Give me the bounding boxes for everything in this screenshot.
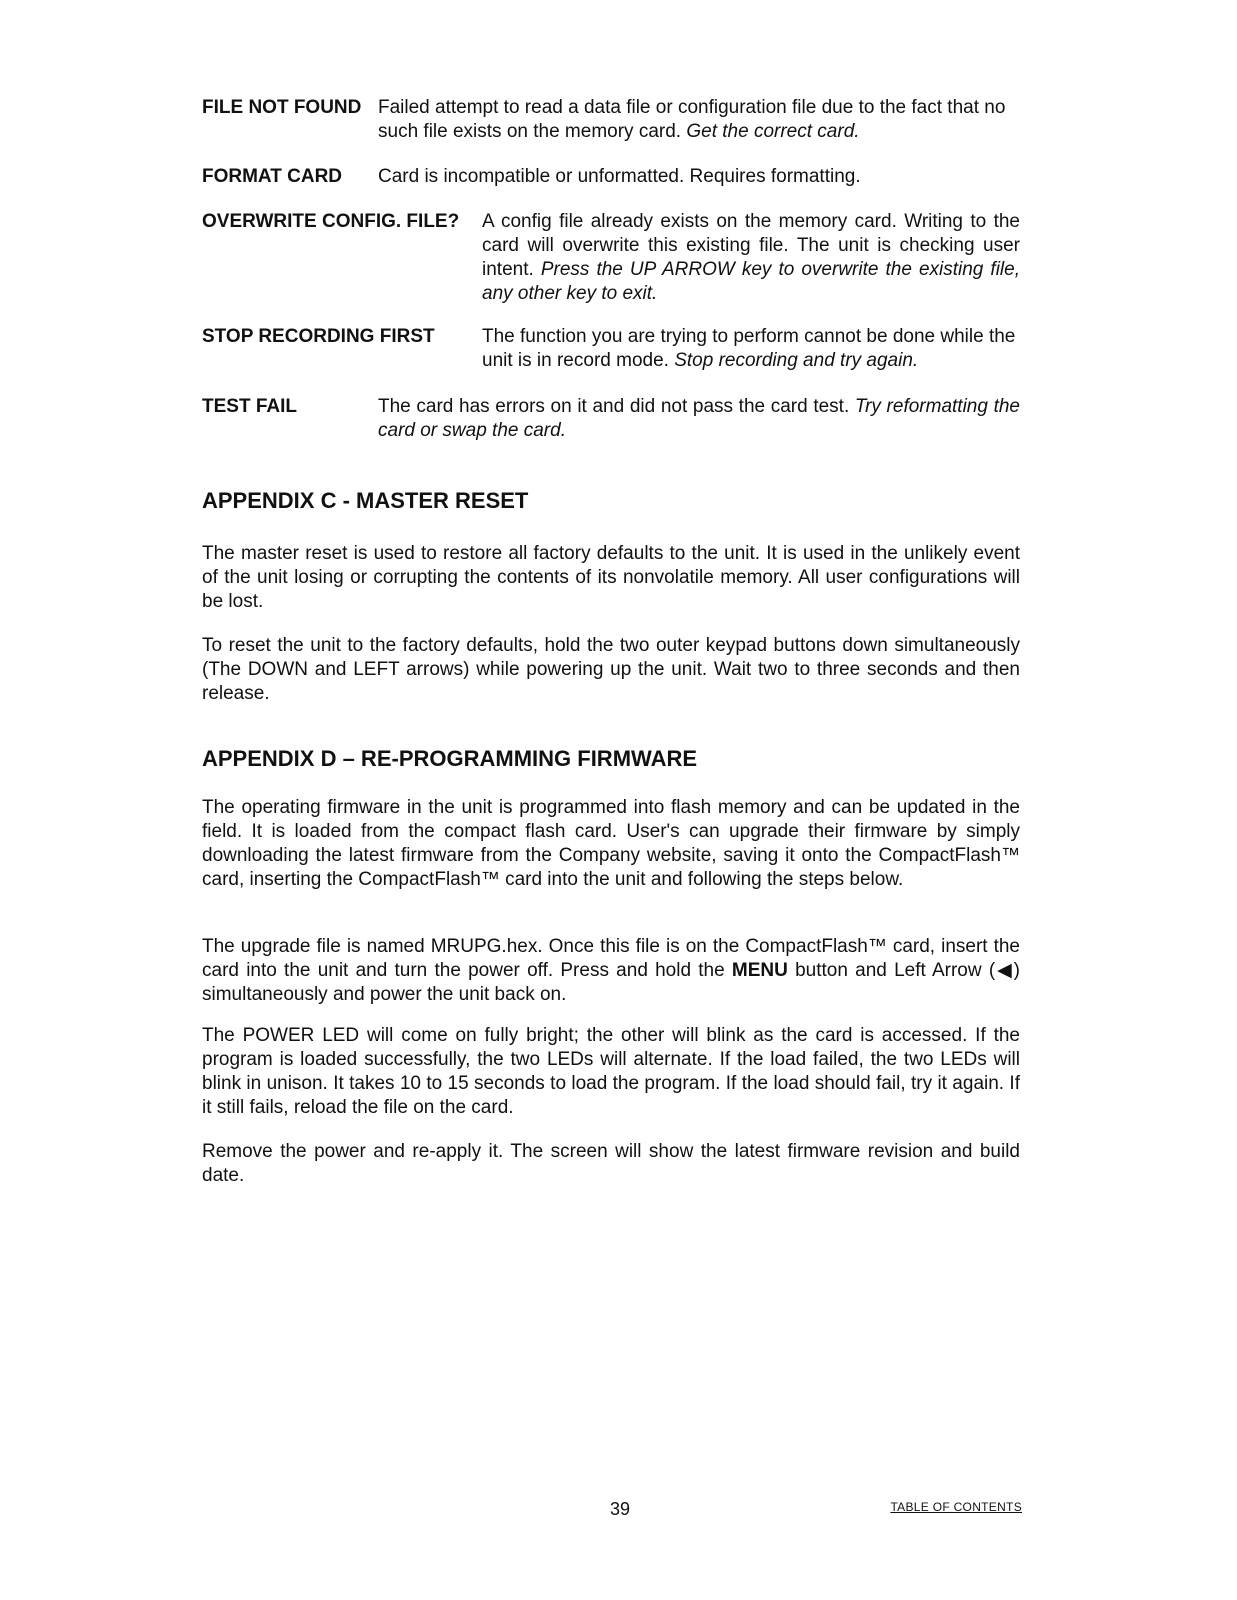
error-description: Card is incompatible or unformatted. Requires formatting. [378, 166, 861, 187]
appendix-d-heading: APPENDIX D – RE-PROGRAMMING FIRMWARE [202, 746, 698, 771]
error-entry-overwrite-config [202, 210, 1020, 306]
error-term: TEST FAIL [202, 396, 297, 417]
appendix-d-paragraph-4: Remove the power and re-apply it. The screen will show the latest firmware revision and build date. [202, 1141, 1020, 1186]
error-description: The card has errors on it and did not pass the card test. Try reformatting the card or swap the card. [378, 396, 1020, 441]
error-description: A config file already exists on the memory card. Writing to the card will overwrite this existing file. The unit is checking user intent. Press the UP ARROW key to overwrite the existing file, any other key to exit. [482, 211, 1020, 304]
error-entry-file-not-found [202, 96, 1020, 144]
error-description: The function you are trying to perform cannot be done while the unit is in record mode. Stop recording and try again. [482, 326, 1016, 371]
error-term: FORMAT CARD [202, 166, 343, 187]
error-term: OVERWRITE CONFIG. FILE? [202, 211, 460, 232]
error-entry-stop-recording [202, 325, 1020, 373]
page-number: 39 [609, 1499, 631, 1519]
error-action: Press the UP ARROW key to overwrite the existing file, any other key to exit. [482, 259, 1020, 304]
error-action: Get the correct card. [686, 121, 860, 142]
error-action: Try reformatting the card or swap the card. [378, 396, 1020, 441]
appendix-d-paragraph-3: The POWER LED will come on fully bright; the other will blink as the card is accessed. If the program is loaded successfully, the two LEDs will alternate. If the load failed, the two LEDs will blink in unison. It takes 10 to 15 seconds to load the program. If the load should fail, try it again. If it still fails, reload the file on the card. [202, 1025, 1020, 1118]
error-action: Stop recording and try again. [674, 350, 919, 371]
error-term: STOP RECORDING FIRST [202, 326, 435, 347]
appendix-d-paragraph-2: The upgrade file is named MRUPG.hex. Once this file is on the CompactFlash™ card, insert the card into the unit and turn the power off. Press and hold the MENU button and Left Arrow (◀) simultaneously and power the unit back on. [202, 936, 1020, 1005]
error-description: Failed attempt to read a data file or configuration file due to the fact that no such file exists on the memory card. Get the correct card. [378, 97, 1006, 142]
error-entry-test-fail [202, 395, 1020, 443]
appendix-d-paragraph-1: The operating firmware in the unit is programmed into flash memory and can be updated in the field. It is loaded from the compact flash card. User's can upgrade their firmware by simply downloading the latest firmware from the Company website, saving it onto the CompactFlash™ card, inserting the CompactFlash™ card into the unit and following the steps below. [202, 797, 1020, 890]
appendix-c-paragraph-1: The master reset is used to restore all factory defaults to the unit. It is used in the unlikely event of the unit losing or corrupting the contents of its nonvolatile memory. All user configurations will be lost. [202, 543, 1020, 612]
error-term: FILE NOT FOUND [202, 97, 362, 118]
appendix-c-paragraph-2: To reset the unit to the factory defaults, hold the two outer keypad buttons down simultaneously (The DOWN and LEFT arrows) while powering up the unit. Wait two to three seconds and then release. [202, 635, 1020, 704]
menu-button-label: MENU [731, 960, 788, 981]
appendix-c-heading: APPENDIX C - MASTER RESET [202, 488, 529, 513]
error-entry-format-card [202, 165, 1020, 189]
table-of-contents-link[interactable]: TABLE OF CONTENTS [890, 1500, 1022, 1514]
